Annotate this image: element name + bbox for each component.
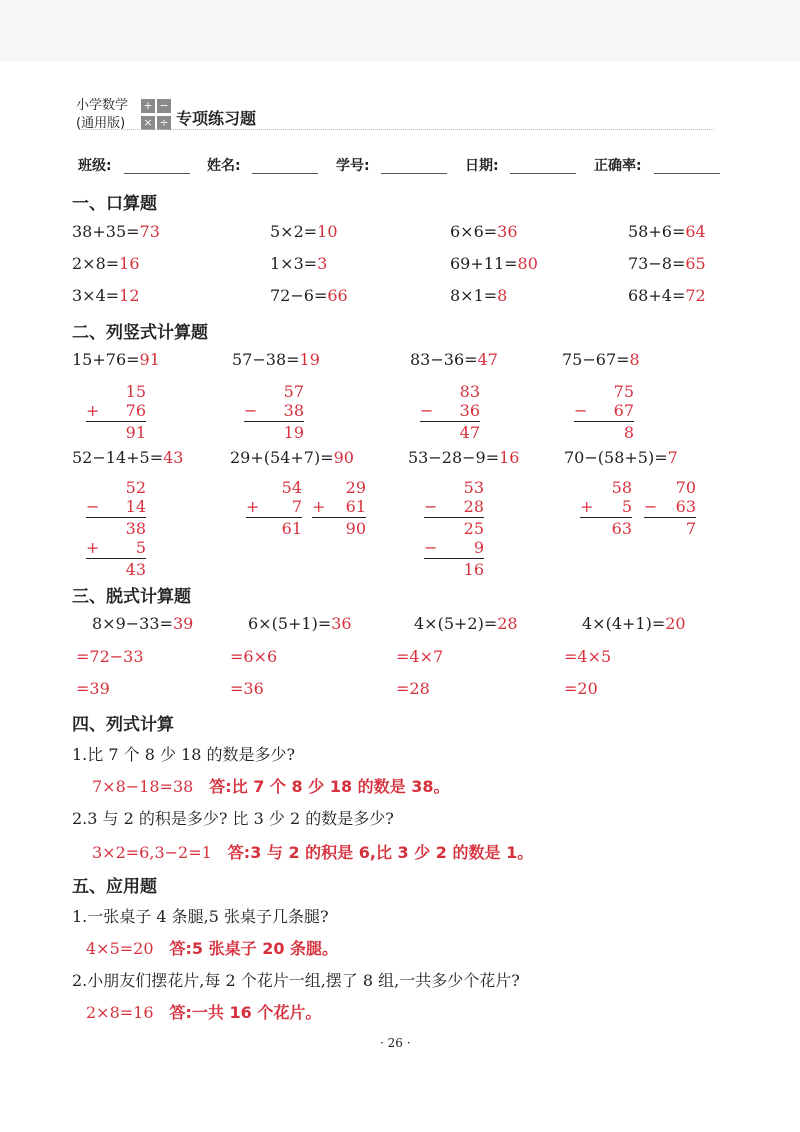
stepwise-step: =6×6 bbox=[230, 647, 278, 666]
plus-icon: + bbox=[141, 99, 155, 113]
stepwise-equation: 6×(5+1)=36 bbox=[248, 614, 352, 633]
vertical-equation: 83−36=47 bbox=[410, 350, 498, 369]
name-blank[interactable] bbox=[252, 173, 318, 174]
oral-item: 6×6=36 bbox=[450, 222, 518, 241]
vertical-calc: 15 + 76 91 bbox=[86, 382, 146, 442]
number-label: 学号: bbox=[336, 158, 370, 174]
subject-line-2: (通用版) bbox=[76, 116, 126, 131]
oral-item: 58+6=64 bbox=[628, 222, 706, 241]
vertical-equation: 75−67=8 bbox=[562, 350, 640, 369]
vertical-calc: 53 − 28 25 − 9 16 bbox=[424, 478, 484, 579]
oral-item: 38+35=73 bbox=[72, 222, 160, 241]
vertical-calc: 70 − 63 7 bbox=[644, 478, 696, 538]
formula-question: 2.3 与 2 的积是多少? 比 3 少 2 的数是多少? bbox=[72, 809, 394, 828]
header-divider bbox=[78, 129, 714, 130]
vertical-equation: 70−(58+5)=7 bbox=[564, 448, 678, 467]
number-blank[interactable] bbox=[381, 173, 447, 174]
vertical-calc: 29 + 61 90 bbox=[312, 478, 366, 538]
vertical-calc: 83 − 36 47 bbox=[420, 382, 480, 442]
applied-question: 1.一张桌子 4 条腿,5 张桌子几条腿? bbox=[72, 907, 329, 926]
worksheet-title: 专项练习题 bbox=[176, 109, 257, 128]
section-stepwise-title: 三、脱式计算题 bbox=[72, 587, 191, 607]
minus-icon: − bbox=[157, 99, 171, 113]
name-label: 姓名: bbox=[207, 158, 241, 174]
applied-question: 2.小朋友们摆花片,每 2 个花片一组,摆了 8 组,一共多少个花片? bbox=[72, 971, 520, 990]
vertical-calc: 57 − 38 19 bbox=[244, 382, 304, 442]
page-number: · 26 · bbox=[380, 1036, 411, 1050]
times-icon: × bbox=[141, 116, 155, 130]
vertical-calc: 58 + 5 63 bbox=[580, 478, 632, 538]
formula-answer: 3×2=6,3−2=1 答:3 与 2 的积是 6,比 3 少 2 的数是 1。 bbox=[92, 843, 534, 862]
stepwise-step: =39 bbox=[76, 679, 110, 698]
stepwise-step: =4×7 bbox=[396, 647, 444, 666]
class-label: 班级: bbox=[78, 158, 112, 174]
oral-item: 69+11=80 bbox=[450, 254, 538, 273]
section-oral-title: 一、口算题 bbox=[72, 194, 157, 214]
date-blank[interactable] bbox=[510, 173, 576, 174]
stepwise-step: =20 bbox=[564, 679, 598, 698]
top-band bbox=[0, 0, 800, 62]
vertical-equation: 57−38=19 bbox=[232, 350, 320, 369]
vertical-calc: 75 − 67 8 bbox=[574, 382, 634, 442]
section-formula-title: 四、列式计算 bbox=[72, 715, 174, 735]
vertical-equation: 29+(54+7)=90 bbox=[230, 448, 354, 467]
vertical-equation: 53−28−9=16 bbox=[408, 448, 520, 467]
class-blank[interactable] bbox=[124, 173, 190, 174]
oral-item: 1×3=3 bbox=[270, 254, 328, 273]
oral-item: 72−6=66 bbox=[270, 286, 348, 305]
oral-item: 68+4=72 bbox=[628, 286, 706, 305]
vertical-calc: 54 + 7 61 bbox=[246, 478, 302, 538]
formula-answer: 7×8−18=38 答:比 7 个 8 少 18 的数是 38。 bbox=[92, 777, 450, 796]
formula-question: 1.比 7 个 8 少 18 的数是多少? bbox=[72, 745, 296, 764]
oral-item: 2×8=16 bbox=[72, 254, 140, 273]
section-applied-title: 五、应用题 bbox=[72, 877, 157, 897]
applied-answer: 2×8=16 答:一共 16 个花片。 bbox=[86, 1003, 322, 1022]
stepwise-equation: 4×(5+2)=28 bbox=[414, 614, 518, 633]
oral-item: 8×1=8 bbox=[450, 286, 508, 305]
vertical-calc: 52 − 14 38 + 5 43 bbox=[86, 478, 146, 579]
stepwise-step: =28 bbox=[396, 679, 430, 698]
vertical-equation: 15+76=91 bbox=[72, 350, 160, 369]
subject-line-1: 小学数学 bbox=[76, 98, 129, 113]
stepwise-equation: 8×9−33=39 bbox=[92, 614, 194, 633]
stepwise-equation: 4×(4+1)=20 bbox=[582, 614, 686, 633]
stepwise-step: =4×5 bbox=[564, 647, 612, 666]
oral-item: 3×4=12 bbox=[72, 286, 140, 305]
divide-icon: ÷ bbox=[157, 116, 171, 130]
accuracy-label: 正确率: bbox=[594, 158, 642, 174]
stepwise-step: =72−33 bbox=[76, 647, 144, 666]
vertical-equation: 52−14+5=43 bbox=[72, 448, 184, 467]
oral-item: 73−8=65 bbox=[628, 254, 706, 273]
accuracy-blank[interactable] bbox=[654, 173, 720, 174]
oral-item: 5×2=10 bbox=[270, 222, 338, 241]
applied-answer: 4×5=20 答:5 张桌子 20 条腿。 bbox=[86, 939, 339, 958]
stepwise-step: =36 bbox=[230, 679, 264, 698]
section-vertical-title: 二、列竖式计算题 bbox=[72, 323, 208, 343]
date-label: 日期: bbox=[465, 158, 499, 174]
